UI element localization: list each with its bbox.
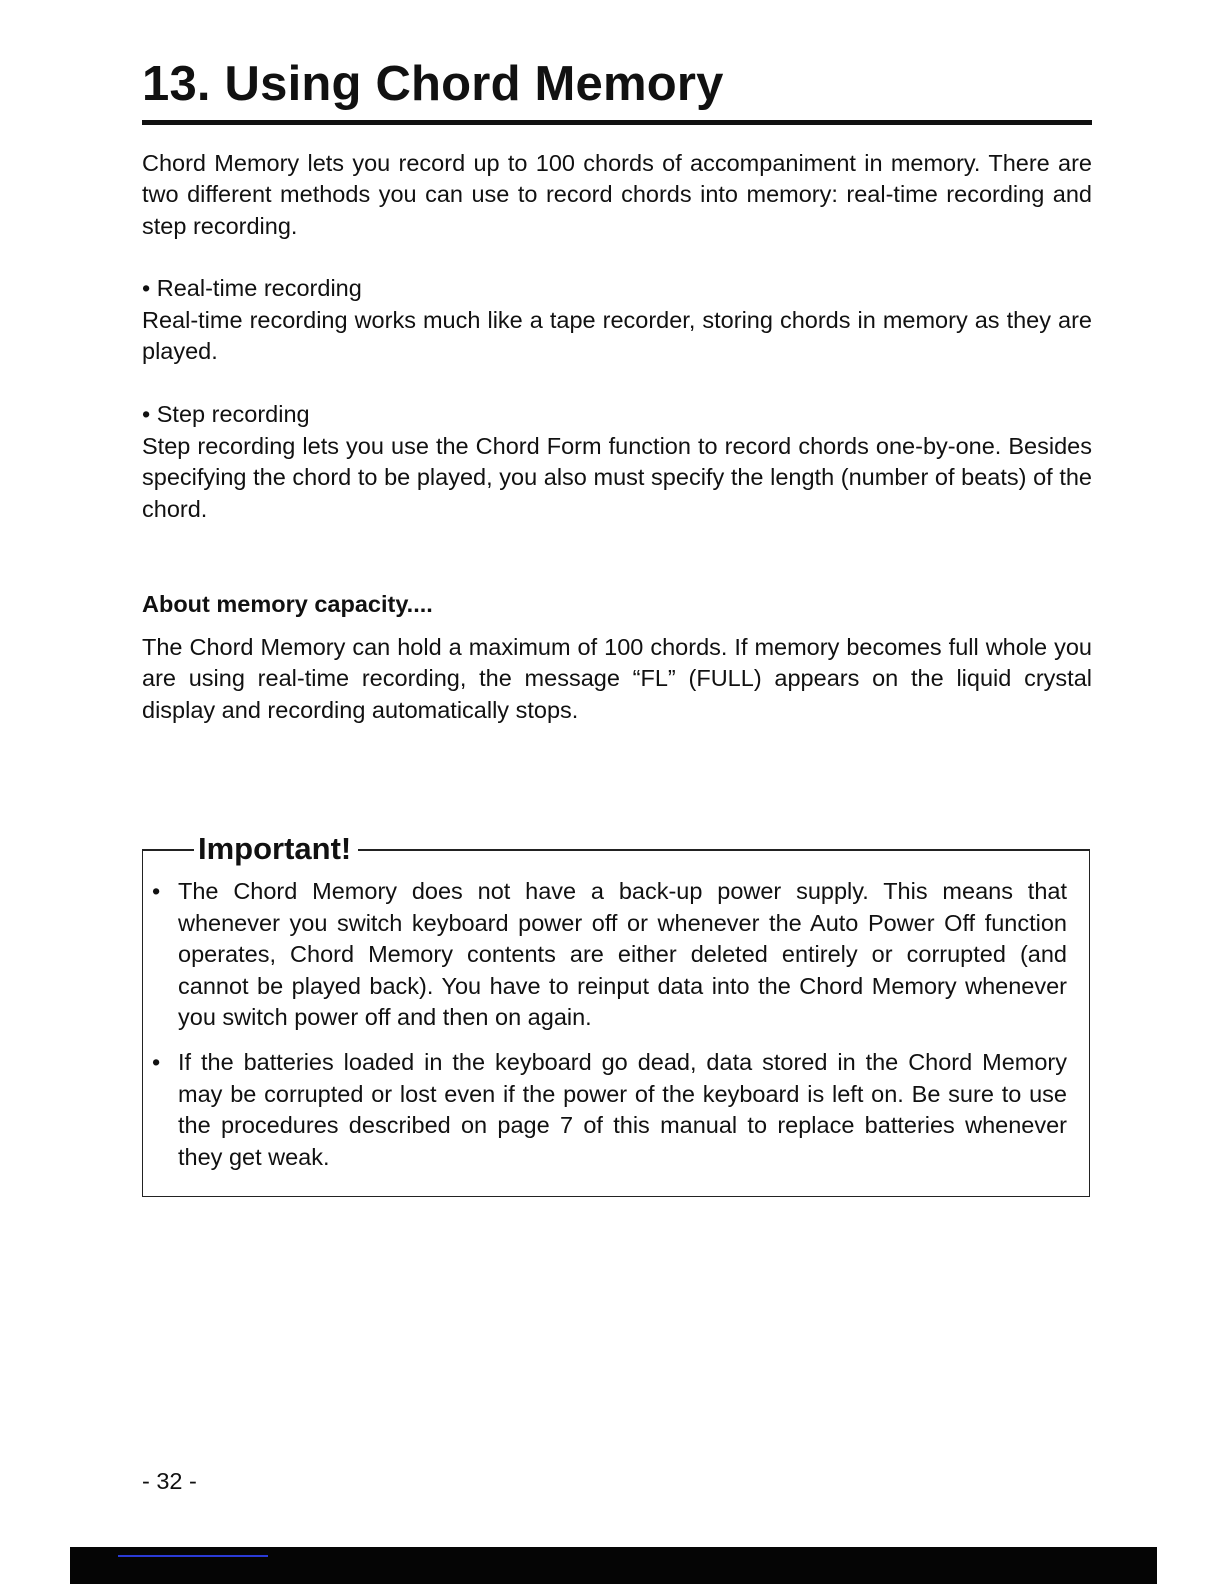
intro-paragraph: Chord Memory lets you record up to 100 chords of accompaniment in memory. There are two different methods you can use to record chords into memory: real-time recording and step recording. xyxy=(142,150,1092,239)
notice-border-right-segment xyxy=(358,849,1090,851)
method-description-realtime: Real-time recording works much like a tape recorder, storing chords in memory as they are played. xyxy=(142,307,1092,365)
notice-item-backup: The Chord Memory does not have a back-up power supply. This means that whenever you switch keyboard power off or whenever the Auto Power Off function operates, Chord Memory contents are either deleted entirely or corrupted (and cannot be played back). You have to reinput data into the Chord Memory whenever you switch power off and then on again. xyxy=(178,878,1067,1031)
scan-bottom-bar-accent xyxy=(118,1555,268,1557)
method-heading-realtime: • Real-time recording xyxy=(142,275,362,301)
notice-border-left-segment xyxy=(142,849,194,851)
method-heading-step: • Step recording xyxy=(142,401,310,427)
page-title: 13. Using Chord Memory xyxy=(142,57,724,111)
capacity-heading: About memory capacity.... xyxy=(142,591,433,617)
scan-bottom-bar xyxy=(70,1547,1157,1584)
title-rule xyxy=(142,120,1092,125)
capacity-paragraph: The Chord Memory can hold a maximum of 100 chords. If memory becomes full whole you are using real-time recording, the message “FL” (FULL) appears on the liquid crystal display and recording automatically stops. xyxy=(142,634,1092,723)
notice-bullet-1: • xyxy=(152,878,161,904)
method-description-step: Step recording lets you use the Chord Form function to record chords one-by-one. Besides specifying the chord to be played, you also must specify the length (number of beats) of the chord. xyxy=(142,433,1092,522)
notice-bullet-2: • xyxy=(152,1049,161,1075)
important-label: Important! xyxy=(198,831,352,866)
page-number: - 32 - xyxy=(142,1468,197,1494)
notice-item-batteries: If the batteries loaded in the keyboard go dead, data stored in the Chord Memory may be corrupted or lost even if the power of the keyboard is left on. Be sure to use the procedures described on page 7 of this manual to replace batteries whenever they get weak. xyxy=(178,1049,1067,1170)
